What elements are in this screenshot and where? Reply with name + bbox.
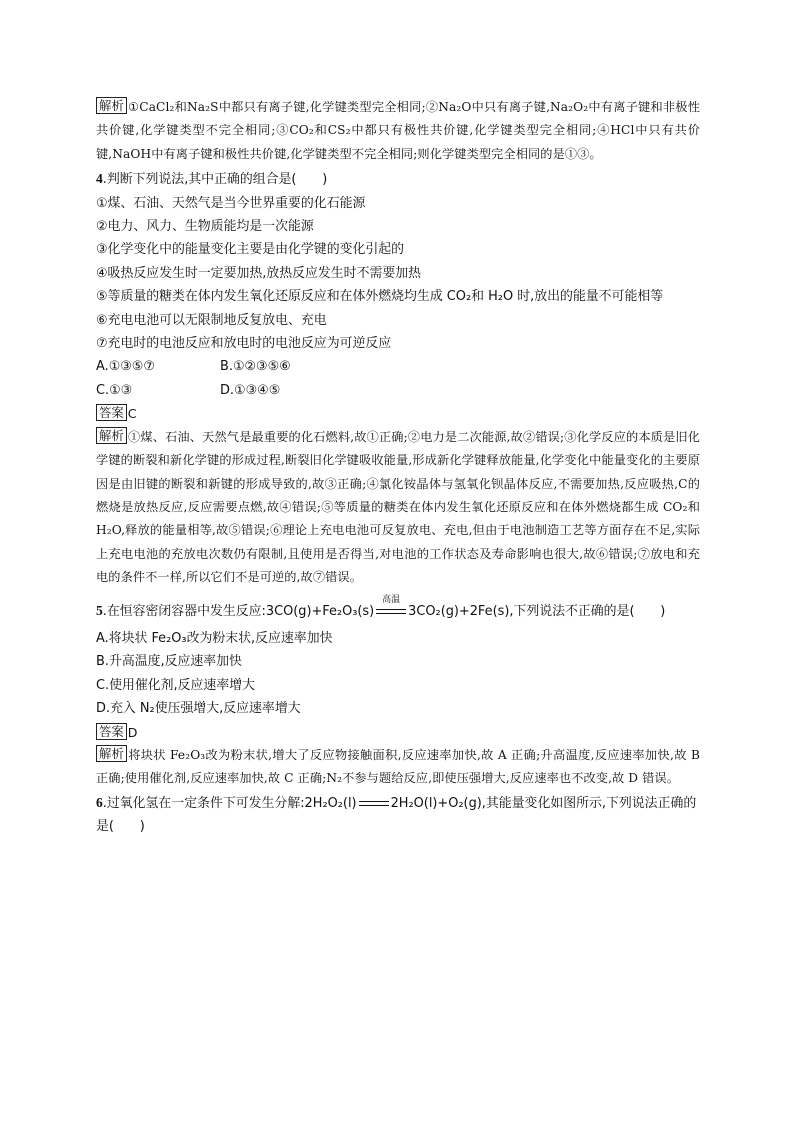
daan-tag: 答案	[96, 404, 127, 421]
q4-option-c[interactable]: C.①③	[96, 382, 133, 398]
q5-number: 5	[96, 602, 103, 618]
q4-stem-text: .判断下列说法,其中正确的组合是( )	[102, 172, 328, 188]
q3-explanation-text: ①CaCl₂和Na₂S中都只有离子键,化学键类型完全相同;②Na₂O中只有离子键,Na₂O₂中有离子键和非极性共价键,化学键类型不完全相同;③CO₂和CS₂中都只有极性共价键,化学键类型完全相同;④HCl中只有共价键,NaOH中有离子键和极性共价键,化学键类型不完全相同;则化学键类型完全相同的是①③。	[96, 100, 700, 161]
q4-option-a[interactable]: A.①③⑤⑦	[96, 359, 155, 375]
jiexi-tag: 解析	[96, 97, 127, 114]
q5-option-b[interactable]: B.升高温度,反应速率加快	[96, 654, 242, 670]
q5-answer	[96, 721, 700, 744]
q4-number: 4	[96, 171, 103, 187]
q4-item: ①煤、石油、天然气是当今世界重要的化石能源	[96, 195, 366, 211]
document-page	[96, 96, 700, 839]
reaction-condition: 高温	[382, 594, 401, 605]
q5-stem-post: 3CO₂(g)+2Fe(s),下列说法不正确的是( )	[408, 603, 666, 619]
q4-answer	[96, 402, 700, 425]
q5-explanation	[96, 744, 700, 791]
q5-explanation-text: 将块状 Fe₂O₃改为粉末状,增大了反应物接触面积,反应速率加快,故 A 正确;升高温度,反应速率加快,故 B 正确;使用催化剂,反应速率加快,故 C 正确;N₂不参与题给反应,即使压强增大,反应速率也不改变,故 D 错误。	[96, 747, 700, 786]
q3-explanation	[96, 96, 700, 166]
q4-item: ⑥充电电池可以无限制地反复放电、充电	[96, 312, 327, 328]
q4-explanation	[96, 426, 700, 590]
q6-number: 6	[96, 794, 103, 810]
q6-stem-post: 2H₂O(l)+O₂(g),其能量变化如图所示,下列说法正确的是( )	[96, 795, 697, 835]
q4-answer-value: C	[127, 406, 137, 422]
reaction-equals-sign	[359, 801, 389, 806]
q4-stem	[96, 167, 700, 191]
q5-stem-pre: .在恒容密闭容器中发生反应:3CO(g)+Fe₂O₃(s)	[102, 603, 375, 619]
reaction-arrow	[374, 594, 408, 623]
q4-item: ③化学变化中的能量变化主要是由化学键的变化引起的	[96, 242, 405, 258]
q4-explanation-text: ①煤、石油、天然气是最重要的化石燃料,故①正确;②电力是二次能源,故②错误;③化学反应的本质是旧化学键的断裂和新化学键的形成过程,断裂旧化学键吸收能量,形成新化学键释放能量,化学变化中能量变化的主要原因是由旧键的断裂和新键的形成导致的,故③正确;④氯化铵晶体与氢氧化钡晶体反应,不需要加热,反应吸热,C的燃烧是放热反应,反应需要点燃,故④错误;⑤等质量的糖类在体内发生氧化还原反应和在体外燃烧都生成 CO₂和 H₂O,释放的能量相等,故⑤错误;⑥理论上充电电池可反复放电、充电,但由于电池制造工艺等方面存在不足,实际上充电电池的充放电次数仍有限制,且使用是否得当,对电池的工作状态及寿命影响也很大,故⑥错误;⑦放电和充电的条件不一样,所以它们不是可逆的,故⑦错误。	[96, 429, 700, 585]
daan-tag: 答案	[96, 723, 127, 740]
jiexi-tag: 解析	[96, 745, 127, 762]
q4-option-b[interactable]: B.①②③⑤⑥	[220, 359, 291, 375]
q4-item: ④吸热反应发生时一定要加热,放热反应发生时不需要加热	[96, 265, 422, 281]
q4-option-d[interactable]: D.①③④⑤	[220, 382, 281, 398]
q5-answer-value: D	[127, 724, 138, 740]
q4-options-row	[96, 379, 700, 402]
q4-item: ②电力、风力、生物质能均是一次能源	[96, 219, 314, 235]
q5-option-d[interactable]: D.充入 N₂使压强增大,反应速率增大	[96, 701, 301, 717]
q6-stem-pre: .过氧化氢在一定条件下可发生分解:2H₂O₂(l)	[102, 795, 357, 811]
q4-item: ⑤等质量的糖类在体内发生氧化还原反应和在体外燃烧均生成 CO₂和 H₂O 时,放出的能量不可能相等	[96, 289, 664, 305]
q6-stem	[96, 791, 700, 839]
q5-stem	[96, 594, 700, 623]
q4-item: ⑦充电时的电池反应和放电时的电池反应为可逆反应	[96, 336, 392, 352]
q5-option-a[interactable]: A.将块状 Fe₂O₃改为粉末状,反应速率加快	[96, 630, 333, 646]
jiexi-tag: 解析	[96, 427, 127, 444]
q5-option-c[interactable]: C.使用催化剂,反应速率增大	[96, 677, 255, 693]
q4-options-row	[96, 355, 700, 378]
